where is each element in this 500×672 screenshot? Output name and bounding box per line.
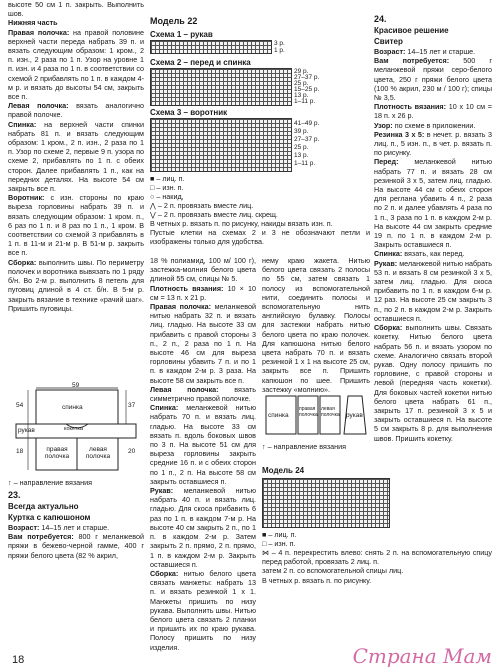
scheme2-title: Схема 2 – перед и спинка — [150, 58, 251, 67]
s3-row: 25 р. — [294, 144, 309, 151]
text: 10 х 10 см = 18 п. х 26 р. — [374, 102, 492, 121]
diag-top-width: 59 — [72, 382, 80, 389]
model23-size — [8, 523, 144, 532]
label: Вам потребуется: — [8, 532, 74, 542]
label: Рукав: — [150, 486, 174, 496]
model24-title: Модель 24 — [262, 466, 305, 475]
s3-row: 13 р. — [294, 152, 309, 159]
page-number: 18 — [12, 654, 25, 666]
left-collar — [8, 193, 144, 257]
model23-subtitle: Всегда актуально — [8, 502, 79, 511]
r-pattern — [374, 121, 492, 130]
diag-left-front: левая полочка — [85, 446, 111, 460]
label: Плотность вязания: — [150, 283, 224, 293]
schema-note: Пустые клетки на схемах 2 и 3 не обозначают петли и изображены только для удобства. — [150, 228, 370, 247]
s2-row: 25 р. — [294, 80, 309, 87]
text: нитью белого цвета связать манжеты: набрать 13 п. и вязать резинкой 1 х 1. Манжеты пришить по низу рукава. Выполнить швы. Нитью белого цвета связать 2 планки и пришить их по краю рукава. Полосу пришить по низу изделия. — [150, 568, 256, 652]
label: Спинка: — [8, 119, 37, 129]
legend-item: ⋈ – 4 п. перекрестить влево: снять 2 п. на вспомогательную спицу перед работой, провязать 2 лиц. п. — [262, 548, 492, 567]
s2-row: 13 р. — [294, 92, 309, 99]
scheme2-grid — [150, 68, 292, 106]
r-front — [374, 157, 492, 249]
label: Возраст: — [374, 47, 406, 56]
legend-item: ⋁ – 2 п. провязать вместе лиц. скрещ. — [150, 209, 278, 219]
mid-left-front — [150, 385, 256, 403]
scheme1-row-3: 3 р. — [274, 40, 285, 47]
left-right-front — [8, 28, 144, 102]
label: Узор: — [374, 120, 393, 130]
text: 14–15 лет и старше. — [407, 47, 476, 56]
mid-assembly — [150, 569, 256, 652]
label: Спинка: — [374, 249, 403, 259]
watermark-logo: Страна Мам — [352, 644, 492, 668]
scheme3-grid — [150, 118, 292, 172]
mid-col2b: нему краю жакета. Нитью белого цвета связать 2 полосы по 55 см, затем связать 1 полосу из вспомогательной нити, соединить полосы и вспомогательную нить английскую булавку. Полосы для застежки набрать нитью белого цвета по краю полочек. Для капюшона нитью белого цвета набрать 70 п. и вязать резинкой 1 х 1 на высоте 25 см, закрыть все п. Пришить капюшон по шее. Пришить застежку «молнию». — [262, 256, 370, 394]
text: 800 г меланжевой пряжи в бежево-черной гамме, 400 г пряжи белого цвета (82 % акрил, — [8, 532, 144, 560]
diag-right-front: правая полочка — [299, 406, 318, 418]
left-assembly — [8, 258, 144, 313]
left-back — [8, 120, 144, 194]
legend-item: затем 2 п. со вспомогательной спицы лиц. — [262, 566, 404, 576]
diag-20: 20 — [128, 448, 136, 455]
right-column — [374, 0, 492, 443]
left-left-front — [8, 101, 144, 119]
text: меланжевой нитью набрать 40 п. и вязать лиц. гладью. Для скоса прибавить 6 раз по 1 п. в каждом 7-м р. На высоте 40 см закрыть 2 п., по 1 п. в каждом 2-м р. Затем закрыть 2 п. прямо, 2 п. прямо, 1 п. в каждом 2-м р. Закрыть оставшиеся п. — [150, 486, 256, 569]
diag-back: спинка — [268, 412, 289, 419]
s3-row: 41–49 р. — [294, 120, 320, 127]
r-back — [374, 249, 492, 258]
text: меланжевой нитью набрать 70 п. и вязать лиц. гладью. На высоте 33 см вязать п. вдоль боковых швов по 3 п. На высоте 51 см для выреза горловины закрыть средние 16 п. и с обеих сторон по 1 п., 2 п. На высоте 58 см закрыть оставшиеся п. — [150, 403, 257, 486]
r-size — [374, 47, 492, 56]
diag-left-front: левая полочка — [321, 406, 340, 418]
middle-text-left — [150, 256, 256, 652]
label: Правая полочка: — [8, 27, 70, 37]
text: с изн. стороны по краю выреза горловины набрать 39 п. и вязать следующим образом: 1 кром. п., 6 раз по 1 п. и 8 раз по 1 п., 1 кром. В соответствии со схемой 3 прибавлять в 1 п. в 11-м и 21-м р. В 51-м р. закрыть все п. — [8, 193, 145, 258]
mid-right-front — [150, 302, 256, 385]
text: 500 г меланжевой пряжи серо-белого цвета, 250 г пряжи белого цвета (100 % акрил, 230 м / 100 г); спицы № 3,5. — [374, 56, 493, 103]
s3-row: 1–11 р. — [294, 160, 316, 167]
diag-back: спинка — [62, 404, 83, 411]
diag-54: 54 — [16, 402, 24, 409]
mid-body-a: 18 % полиамид, 100 м/ 100 г), застежка-молния белого цвета длиной 55 см, спицы № 5. — [150, 256, 256, 284]
scheme-legend — [150, 174, 370, 247]
text: на правой половине верхней части переда набрать 39 п. и вязать следующим образом: 1 кром., 2 п. изн., 2 раза по 1 п. Узор на уровне 1 п. изн. и 4 раза по 1 п. в соответствии со схемой 2 прибавлять по 1 п. в каждом 4-м р. и вязать до высоты 54 см, закрыть все п. — [8, 27, 144, 102]
jacket-pattern-diagram — [262, 392, 370, 440]
middle-arrow-caption: ↑ – направление вязания — [262, 442, 347, 451]
s3-row: 27–37 р. — [294, 136, 320, 143]
label: Сборка: — [150, 568, 179, 578]
text: вязать, как перед. — [404, 249, 465, 259]
text: вязать аналогично правой полочке. — [8, 101, 144, 120]
legend-item: ○ – накид, — [150, 191, 184, 201]
diag-18: 18 — [16, 448, 24, 455]
model23-block — [8, 490, 144, 560]
label: Вам потребуется: — [374, 56, 450, 66]
scheme1-row-1: 1 р. — [274, 47, 285, 54]
model24-subtitle: Красивое решение — [374, 26, 449, 35]
legend-item: □ – изн. п. — [150, 182, 184, 192]
diag-coquette: кокетка — [64, 426, 83, 432]
mid-density — [150, 284, 256, 302]
label: Воротник: — [8, 193, 45, 203]
diag-37: 37 — [128, 402, 136, 409]
text: 10 × 10 см = 13 п. х 21 р. — [150, 283, 257, 302]
text: выполнить швы. По периметру полочек и воротника вывязать по 1 ряду б/н. Во 2-м р. выполнить 8 петель для пуговиц длиной в 4 ст. б/н. В 5-м р. закрыть вязание в технике «рачий шаг». Пришить пуговицы. — [8, 257, 144, 313]
legend-item: В четных р. вязать п. по рисунку. — [262, 575, 372, 585]
text: меланжевой нитью набрать 53 п. и вязать 8 см резинкой 3 х 5, затем лиц. гладью. Для скоса прибавить по 1 п. в каждом 6-м р. 12 раз. На высоте 25 см закрыть 3 п., по 2 п. в каждом 2-м р. Закрыть оставшиеся п. — [374, 258, 493, 323]
legend-item: ■ – лиц. п. — [150, 173, 185, 183]
label: Сборка: — [374, 323, 403, 333]
left-part-title: Нижняя часть — [8, 18, 58, 28]
model22-title — [150, 16, 370, 27]
s2-row: 15–25 р. — [294, 86, 320, 93]
label: Перед: — [374, 157, 399, 167]
model24-grid — [262, 478, 390, 528]
r-assembly — [374, 323, 492, 443]
text: в нечет. р. вязать 3 лиц. п., 5 изн. п., в чет. р. вязать п. по рисунку. — [374, 129, 492, 158]
r-density — [374, 102, 492, 120]
label: Спинка: — [150, 403, 179, 413]
legend-item: ⋀ – 2 п. провязать вместе лиц. — [150, 200, 254, 210]
mid-back — [150, 403, 256, 486]
label: Рукав: — [374, 258, 398, 268]
legend-item: ■ – лиц. п. — [262, 529, 297, 539]
r-sleeve — [374, 259, 492, 323]
r-materials — [374, 56, 492, 102]
s2-row: 1–11 р. — [294, 98, 316, 105]
left-intro: высоте 50 см 1 п. закрыть. Выполнить шов. — [8, 0, 144, 19]
text: меланжевой нитью набрать 32 п. и вязать лиц. гладью. На высоте 33 см прибавить с правой стороны 3 п., 2 п., 2 раза по 1 п. На высоте 46 см для выреза горловины убавить 7 п. и по 1 п. в каждом 2-м р. 3 раза. На высоте 58 см закрыть все п. — [150, 302, 256, 385]
left-column — [8, 0, 144, 313]
label: Сборка: — [8, 257, 37, 267]
model23-number: 23. — [8, 490, 21, 500]
scheme3-title: Схема 3 – воротник — [150, 108, 228, 117]
scheme1-title: Схема 1 – рукав — [150, 30, 213, 39]
r-rib — [374, 130, 492, 158]
diag-sleeve: рукав — [346, 412, 363, 419]
label: Плотность вязания: — [374, 102, 447, 112]
s2-row: 29 р. — [294, 68, 309, 75]
model-title: Модель 22 — [150, 16, 198, 26]
text: выполнить швы. Связать кокетку. Нитью белого цвета набрать 56 п. и вязать узором по схеме. Аналогично связать второй рукав. Одну полосу пришить по горловине, с правой стороны и левой (передняя часть кокетки). Для боковых частей кокетки нитью белого цвета набрать 61 п., закрыть 17 п. резинкой 3 х 5 и закрыть оставшиеся п. На высоте 5 см закрыть 8 р. для выполнения швов. Пришить кокетку. — [374, 323, 492, 443]
model24-number: 24. — [374, 14, 387, 24]
model23-name: Куртка с капюшоном — [8, 513, 91, 522]
label: Левая полочка: — [150, 384, 219, 394]
text: меланжевой нитью набрать 77 п. и вязать 28 см резинкой 3 х 5, затем лиц. гладью. На высоте 44 см с обеих сторон для реглана убавить 4 п., 2 раза по 2 п. и далее убавлять 4 раза по 1 п., 3 раза по 1 п. в каждом 2-м р. На высоте 44 см закрыть средние 19 п. по 1 п. в каждом 2-м р. Закрыть оставшиеся п. — [374, 157, 492, 250]
model23-materials — [8, 532, 144, 560]
label: Левая полочка: — [8, 101, 69, 111]
legend-item: □ – изн. п. — [262, 538, 296, 548]
label: Правая полочка: — [150, 302, 212, 312]
text: по схеме в приложении. — [394, 120, 476, 130]
s3-row: 39 р. — [294, 128, 309, 135]
text: на верхней части спинки набрать 81 п. и вязать следующим образом: 1 кром., 2 п. изн., 2 раза по 1 п. Узор по схеме 2, первые 9 п. узора по схеме 2, прибавлять по 1 п. с обеих сторон. Далее прибавлять 1 п., как на передних деталях. На высоте 54 см закрыть все п. — [8, 119, 144, 194]
diag-right-front: правая полочка — [44, 446, 70, 460]
text: вязать симметрично правой полочке. — [150, 384, 257, 404]
mid-sleeve — [150, 486, 256, 569]
diag-sleeve: рукав — [18, 427, 35, 434]
left-arrow-caption: ↑ – направление вязания — [8, 478, 93, 487]
cardigan-pattern-diagram — [8, 382, 144, 474]
middle-text-right — [262, 256, 370, 394]
s2-row: 27–37 р. — [294, 74, 320, 81]
model24-name: Свитер — [374, 37, 403, 46]
text: 14–15 лет и старше. — [41, 523, 110, 532]
label: Резинка 3 х 5: — [374, 129, 425, 139]
legend-note: В четных р. вязать п. по рисунку, накиды вязать изн. п. — [150, 219, 333, 228]
model24-legend — [262, 530, 492, 585]
label: Возраст: — [8, 523, 40, 532]
scheme1-grid — [150, 40, 272, 54]
